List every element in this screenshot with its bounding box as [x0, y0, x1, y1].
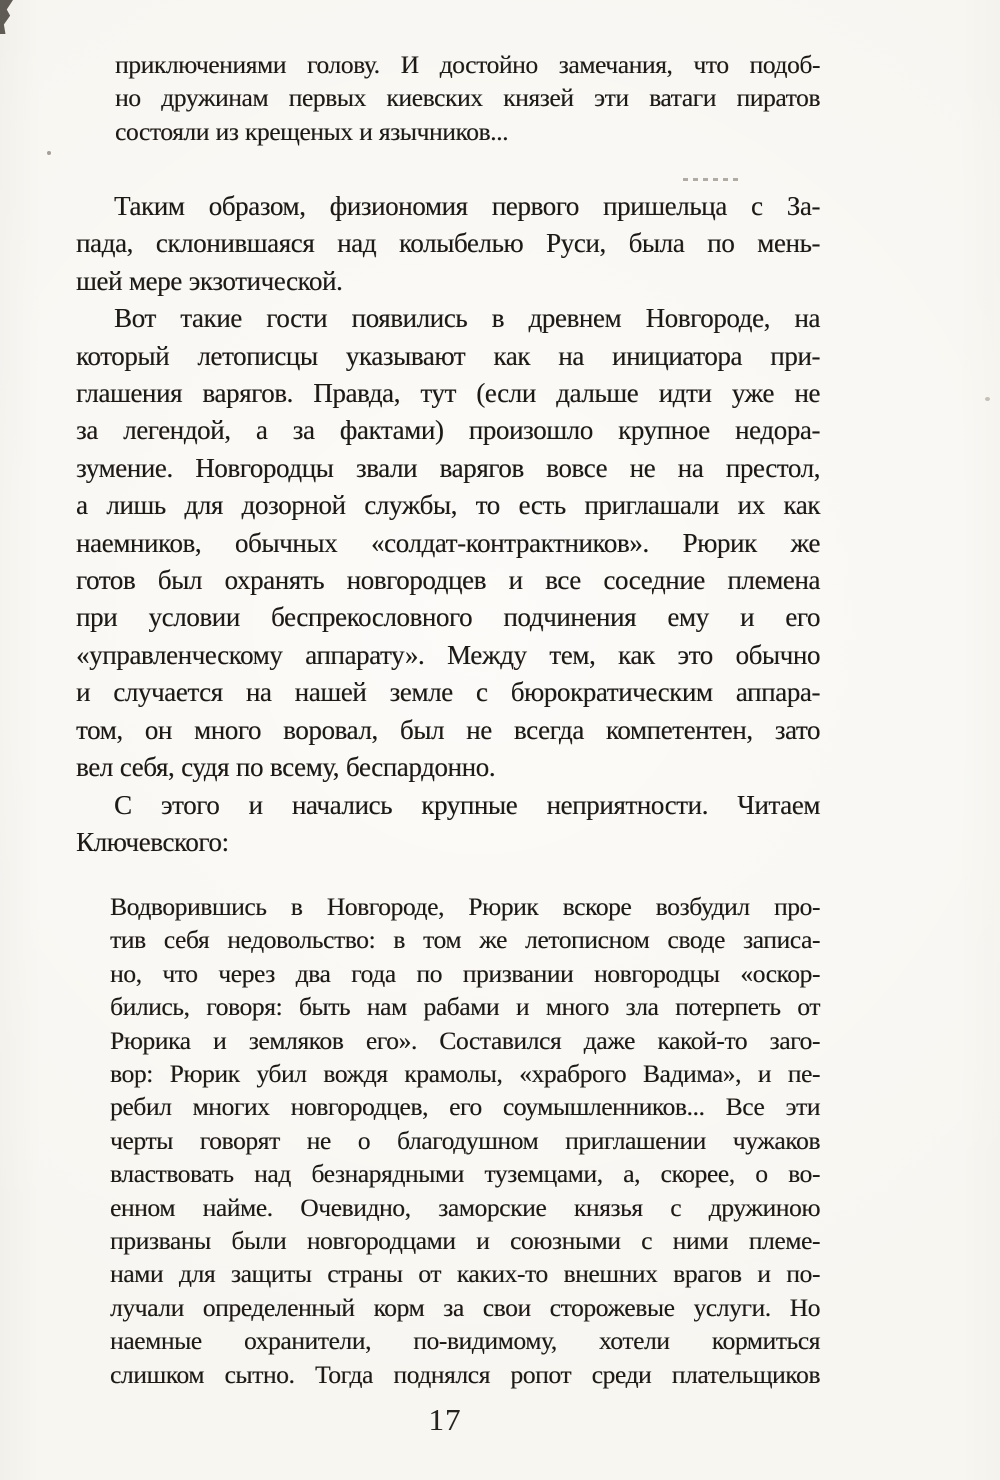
text-line: ребил многих новгородцев, его соумышленников... Все эти — [110, 1092, 820, 1122]
text-line: шей мере экзотической. — [76, 265, 343, 296]
text-line: вор: Рюрик убил вождя крамолы, «храброго Вадима», и пе- — [110, 1059, 820, 1089]
quote-continuation-block — [115, 48, 820, 148]
paragraph — [76, 188, 820, 300]
text-line: нами для защиты страны от каких-то внешних врагов и по- — [110, 1259, 820, 1289]
text-line: том, он много воровал, был не всегда компетентен, зато — [76, 714, 820, 745]
text-line: но дружинам первых киевских князей эти ватаги пиратов — [115, 83, 820, 113]
text-line: черты говорят не о благодушном приглашении чужаков — [110, 1125, 820, 1155]
scan-artifact-speck — [47, 151, 51, 155]
paragraph — [76, 787, 820, 862]
text-line: приключениями голову. И достойно замечания, что подоб- — [115, 50, 820, 79]
text-line: наемные охранители, по-видимому, хотели кормиться — [110, 1326, 820, 1356]
text-line: призваны были новгородцами и союзными с ними племе- — [110, 1226, 820, 1256]
text-line: Вот такие гости появились в древнем Новгороде, на — [114, 303, 820, 334]
text-line: «управленческому аппарату». Между тем, как это обычно — [76, 639, 820, 670]
text-line: который летописцы указывают как на инициатора при- — [76, 340, 820, 371]
text-line: глашения варягов. Правда, тут (если дальше идти уже не — [76, 378, 820, 409]
text-line: готов был охранять новгородцев и все соседние племена — [76, 565, 820, 596]
text-line: пада, склонившаяся над колыбелью Руси, была по мень- — [76, 228, 820, 259]
text-line: состояли из крещеных и язычников... — [115, 116, 509, 146]
text-line: тив себя недовольство: в том же летописном своде записа- — [110, 925, 820, 955]
text-line: енном найме. Очевидно, заморские князья с дружиною — [110, 1192, 820, 1222]
scan-artifact-corner — [0, 0, 13, 34]
text-line: лучали определенный корм за свои сторожевые услуги. Но — [110, 1292, 820, 1322]
text-line: С этого и начались крупные неприятности. Читаем — [114, 789, 820, 820]
text-line: Таким образом, физиономия первого пришельца с За- — [114, 191, 820, 221]
text-line: а лишь для дозорной службы, то есть приглашали их как — [76, 490, 820, 521]
page-number: 17 — [428, 1402, 462, 1437]
text-line: Ключевского: — [76, 826, 229, 857]
block-quote-klyuchevsky — [110, 890, 820, 1391]
text-line: за легендой, а за фактами) произошло крупное недора- — [76, 415, 820, 446]
text-line: слишком сытно. Тогда поднялся ропот среди плательщиков — [110, 1359, 820, 1389]
text-line: Водворившись в Новгороде, Рюрик вскоре возбудил про- — [110, 892, 820, 921]
main-text-block — [76, 188, 820, 861]
text-line: зумение. Новгородцы звали варягов вовсе не на престол, — [76, 452, 820, 483]
scan-artifact-speck — [985, 397, 990, 401]
text-line: вел себя, судя по всему, беспардонно. — [76, 752, 496, 783]
text-line: Рюрика и земляков его». Составился даже какой-то заго- — [110, 1025, 820, 1055]
text-line: бились, говоря: быть нам рабами и много зла потерпеть от — [110, 992, 820, 1022]
text-line: и случается на нашей земле с бюрократическим аппара- — [76, 677, 820, 708]
text-line: но, что через два года по призвании новгородцы «оскор- — [110, 958, 820, 988]
text-line: при условии беспрекословного подчинения ему и его — [76, 602, 820, 633]
text-line: властвовать над безнарядными туземцами, а, скорее, о во- — [110, 1159, 820, 1189]
paragraph — [76, 300, 820, 786]
text-line: наемников, обычных «солдат-контрактников». Рюрик же — [76, 527, 820, 558]
scan-artifact-dashes — [683, 178, 743, 181]
